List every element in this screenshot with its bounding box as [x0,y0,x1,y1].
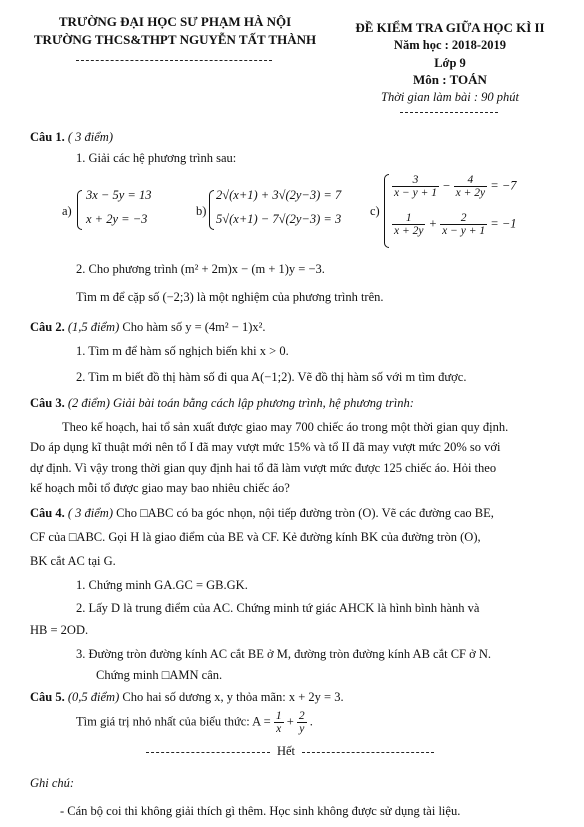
header-left-divider [76,60,272,61]
q1c-r2-frac2-num: 2 [440,212,487,225]
q4-heading [30,506,494,521]
q4-item3-line2: Chứng minh □AMN cân. [96,668,223,682]
q5-frac2-den: y [299,723,305,735]
q1c-r2-rhs: = −1 [490,216,517,231]
q4-label: Câu 4. [30,506,65,520]
q1b-eq2: 5√(x+1) − 7√(2y−3) = 3 [216,212,342,226]
exam-title: ĐỀ KIỂM TRA GIỮA HỌC KÌ II [355,20,545,35]
q1c-r1-frac1-den: x − y + 1 [394,187,437,199]
q5-intro: Cho hai số dương x, y thỏa mãn: x + 2y = 3. [122,690,344,704]
q1-part2: 2. Cho phương trình (m² + 2m)x − (m + 1)y = −3. [76,262,325,276]
q2-item1: 1. Tìm m để hàm số nghịch biến khi x > 0. [76,344,289,358]
q1c-r2-op: + [428,216,438,231]
q2-item2: 2. Tìm m biết đồ thị hàm số đi qua A(−1;2). Vẽ đồ thị hàm số với m tìm được. [76,370,467,384]
duration: Thời gian làm bài : 90 phút [381,90,519,104]
q1-points: ( 3 điểm) [67,130,113,144]
q1a-brace [77,190,82,230]
q4-item3-line1: 3. Đường tròn đường kính AC cắt BE ở M, đường tròn đường kính AB cắt CF ở N. [76,647,492,661]
q1a-eq1: 3x − 5y = 13 [86,188,152,202]
q4-intro-line2: CF của □ABC. Gọi H là giao điểm của BE và CF. Kẻ đường kính BK của đường tròn (O), [30,530,481,544]
q1c-r1-frac1 [392,174,439,199]
q3-title: Giải bài toán bằng cách lập phương trình, hệ phương trình: [112,396,414,410]
q3-body-line2: Do áp dụng kĩ thuật mới nên tổ I đã may vượt mức 15% và tổ II đã may vượt mức 20% so với [30,440,501,454]
end-mark: Hết [276,744,296,758]
q1b-eq1: 2√(x+1) + 3√(2y−3) = 7 [216,188,342,202]
grade: Lớp 9 [434,56,466,70]
q3-label: Câu 3. [30,396,65,410]
q1c-r1-frac2 [454,174,487,199]
q1-label: Câu 1. [30,130,65,144]
q2-heading [30,320,265,335]
q3-heading [30,396,414,411]
q5-heading [30,690,344,705]
school-name-line1: TRƯỜNG ĐẠI HỌC SƯ PHẠM HÀ NỘI [58,14,292,29]
q5-frac1 [274,710,284,735]
school-name-line2: TRƯỜNG THCS&THPT NGUYỄN TẤT THÀNH [33,32,317,47]
q1c-r2-frac1-den: x + 2y [394,225,424,237]
header-right-divider [400,112,498,113]
q5-find-prefix: Tìm giá trị nhỏ nhất của biểu thức: A = [76,714,271,729]
end-mark-right-dash [302,752,434,753]
q5-plus: + [286,714,294,729]
q1c-label: c) [370,204,380,218]
q1c-row2 [392,212,517,237]
q5-points: (0,5 điểm) [67,690,120,704]
q1c-r1-frac1-num: 3 [392,174,439,187]
q5-frac1-num: 1 [275,710,282,722]
q1a-eq2: x + 2y = −3 [86,212,148,226]
q5-end: . [309,714,313,729]
q5-label: Câu 5. [30,690,65,704]
note-text: - Cán bộ coi thi không giải thích gì thêm. Học sinh không được sử dụng tài liệu. [60,804,461,818]
q4-item1: 1. Chứng minh GA.GC = GB.GK. [76,578,248,592]
q1-part1: 1. Giải các hệ phương trình sau: [76,151,237,165]
note-label: Ghi chú: [30,776,75,790]
q4-item2-line1: 2. Lấy D là trung điểm của AC. Chứng minh tứ giác AHCK là hình bình hành và [76,601,480,615]
q2-points: (1,5 điểm) [67,320,120,334]
q1-part2-find: Tìm m để cặp số (−2;3) là một nghiệm của phương trình trên. [76,290,384,304]
q3-body-line1: Theo kế hoạch, hai tổ sản xuất được giao may 700 chiếc áo trong một thời gian quy định. [62,420,509,434]
q3-body-line3: dự định. Vì vậy trong thời gian quy định hai tổ đã làm vượt mức được 125 chiếc áo. Hỏi theo [30,461,497,475]
q1c-r2-frac2 [440,212,487,237]
q1c-brace [384,174,389,248]
q1a-label: a) [62,204,72,218]
q1c-r2-frac1 [392,212,425,237]
q4-intro-line1: Cho □ABC có ba góc nhọn, nội tiếp đường tròn (O). Vẽ các đường cao BE, [116,506,494,520]
q1-heading [30,130,113,145]
q5-find [76,710,313,735]
q5-frac1-den: x [276,723,282,735]
q1b-brace [209,190,214,230]
q3-points: (2 điểm) [67,396,110,410]
school-year: Năm học : 2018-2019 [393,38,507,52]
q4-item2-line2: HB = 2OD. [30,623,89,637]
q1c-r1-frac2-num: 4 [454,174,487,187]
q2-intro: Cho hàm số y = (4m² − 1)x². [122,320,266,334]
q2-label: Câu 2. [30,320,65,334]
q4-intro-line3: BK cắt AC tại G. [30,554,116,568]
subject: Môn : TOÁN [413,72,487,87]
q1c-r2-frac2-den: x − y + 1 [442,225,486,237]
q5-frac2-num: 2 [298,710,305,722]
q1b-label: b) [196,204,207,218]
q1c-r1-frac2-den: x + 2y [455,187,486,199]
q3-body-line4: kế hoạch mỗi tổ được giao may bao nhiêu chiếc áo? [30,481,290,495]
q1c-r2-frac1-num: 1 [392,212,425,225]
end-mark-left-dash [146,752,270,753]
q1c-r1-op: − [442,178,451,193]
q1c-r1-rhs: = −7 [490,178,517,193]
q1c-row1 [392,174,517,199]
q4-points: ( 3 điểm) [67,506,113,520]
q5-frac2 [297,710,307,735]
